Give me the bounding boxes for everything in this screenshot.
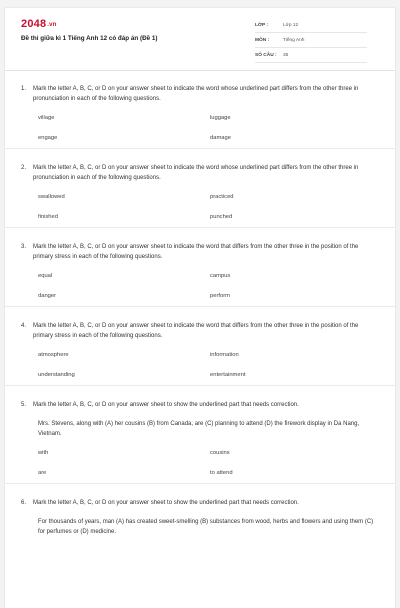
question-passage: For thousands of years, man (A) has created sweet-smelling (B) substances from wood, herbs and flowers and using them (C) for perfumes or (D) medicine. bbox=[38, 519, 374, 535]
answer-option[interactable]: are bbox=[38, 470, 47, 476]
answer-option[interactable]: finished bbox=[38, 214, 58, 220]
question-6 bbox=[5, 484, 395, 537]
question-text: Mark the letter A, B, C, or D on your answer sheet to indicate the word that differs from the other three in the position of the primary stress in each of the following questions. bbox=[33, 323, 359, 339]
question-number: 3. bbox=[21, 244, 27, 250]
answer-option[interactable]: perform bbox=[210, 293, 230, 299]
question-list bbox=[5, 70, 395, 537]
answer-options bbox=[38, 439, 379, 483]
meta-label: SỐ CÂU : bbox=[255, 52, 277, 58]
question-2 bbox=[5, 149, 395, 228]
question-number: 2. bbox=[21, 165, 27, 171]
meta-value: Tiếng Anh bbox=[283, 37, 305, 43]
meta-row bbox=[255, 18, 367, 33]
answer-option[interactable]: practiced bbox=[210, 194, 234, 200]
question-text: Mark the letter A, B, C, or D on your answer sheet to indicate the word whose underlined part differs from the other three in pronunciation in each of the following questions. bbox=[33, 86, 359, 102]
question-number: 1. bbox=[21, 86, 27, 92]
question-number: 4. bbox=[21, 323, 27, 329]
answer-option[interactable]: punched bbox=[210, 214, 233, 220]
question-text: Mark the letter A, B, C, or D on your answer sheet to show the underlined part that needs correction. bbox=[33, 402, 299, 408]
answer-option[interactable]: swallowed bbox=[38, 194, 65, 200]
answer-options bbox=[38, 341, 379, 385]
answer-option[interactable]: entertainment bbox=[210, 372, 246, 378]
question-4 bbox=[5, 307, 395, 386]
meta-label: LỚP : bbox=[255, 22, 269, 28]
answer-options bbox=[38, 262, 379, 306]
answer-option[interactable]: atmosphere bbox=[38, 352, 69, 358]
question-number: 5. bbox=[21, 402, 27, 408]
question-text: Mark the letter A, B, C, or D on your answer sheet to indicate the word that differs from the other three in the position of the primary stress in each of the following questions. bbox=[33, 244, 359, 260]
answer-option[interactable]: to attend bbox=[210, 470, 233, 476]
meta-value: 35 bbox=[283, 52, 289, 58]
question-number: 6. bbox=[21, 500, 27, 506]
site-logo[interactable]: 2048.vn bbox=[21, 18, 57, 30]
answer-options bbox=[38, 183, 379, 227]
question-header bbox=[21, 400, 379, 410]
question-3 bbox=[5, 228, 395, 307]
answer-option[interactable]: village bbox=[38, 115, 55, 121]
question-header bbox=[21, 163, 379, 183]
answer-options bbox=[38, 104, 379, 148]
question-header bbox=[21, 242, 379, 262]
answer-option[interactable]: understanding bbox=[38, 372, 75, 378]
question-text: Mark the letter A, B, C, or D on your answer sheet to show the underlined part that needs correction. bbox=[33, 500, 299, 506]
question-passage: Mrs. Stevens, along with (A) her cousins (B) from Canada, are (C) planning to attend (D) the firework display in Da Nang, Vietnam. bbox=[38, 421, 360, 437]
question-5 bbox=[5, 386, 395, 484]
question-header bbox=[21, 321, 379, 341]
answer-option[interactable]: damage bbox=[210, 135, 231, 141]
answer-option[interactable]: cousins bbox=[210, 450, 230, 456]
document-meta bbox=[255, 18, 367, 63]
answer-option[interactable]: danger bbox=[38, 293, 57, 299]
document-header bbox=[5, 8, 395, 71]
answer-option[interactable]: engage bbox=[38, 135, 58, 141]
answer-option[interactable]: campus bbox=[210, 273, 231, 279]
answer-option[interactable]: information bbox=[210, 352, 239, 358]
meta-value: Lớp 12 bbox=[283, 22, 299, 28]
meta-row bbox=[255, 33, 367, 48]
question-header bbox=[21, 498, 379, 508]
question-1 bbox=[5, 70, 395, 149]
question-text: Mark the letter A, B, C, or D on your answer sheet to indicate the word whose underlined part differs from the other three in pronunciation in each of the following questions. bbox=[33, 165, 359, 181]
question-header bbox=[21, 84, 379, 104]
meta-label: MÔN : bbox=[255, 37, 270, 43]
answer-option[interactable]: luggage bbox=[210, 115, 231, 121]
answer-option[interactable]: with bbox=[38, 450, 49, 456]
document-page bbox=[5, 8, 395, 608]
meta-row bbox=[255, 48, 367, 63]
page-title: Đề thi giữa kì 1 Tiếng Anh 12 có đáp án (Đề 1) bbox=[21, 35, 158, 42]
answer-option[interactable]: equal bbox=[38, 273, 53, 279]
